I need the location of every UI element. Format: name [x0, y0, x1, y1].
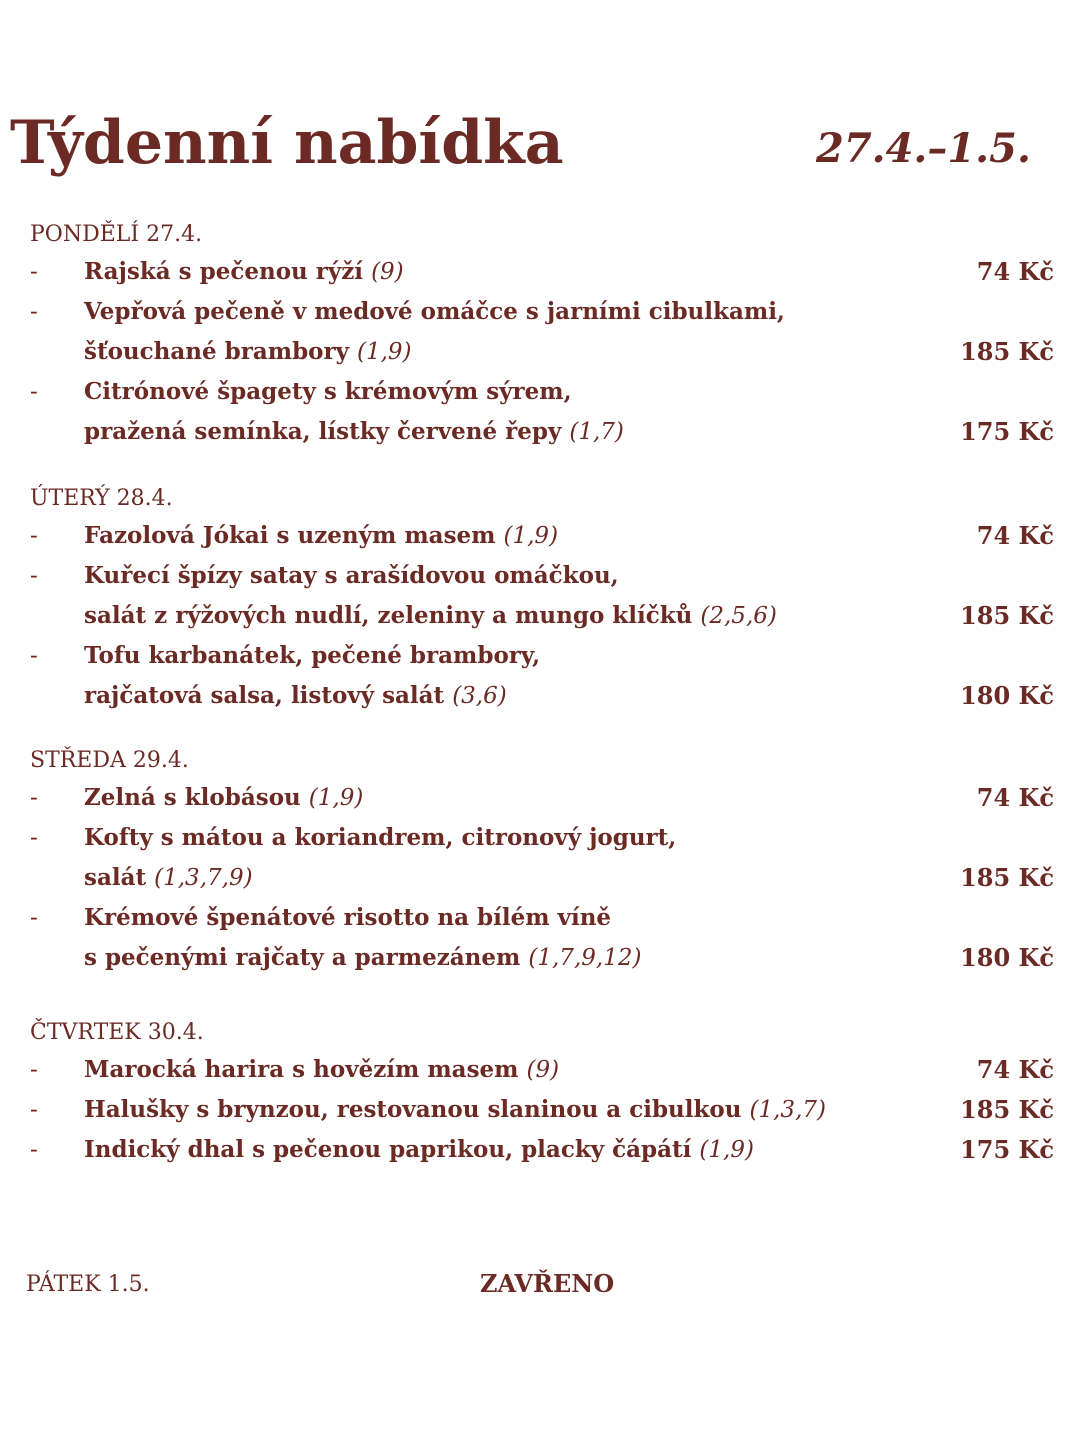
- item-price: 180 Kč: [960, 681, 1054, 710]
- item-name-line: [84, 858, 253, 898]
- menu-title: Týdenní nabídka: [10, 108, 564, 178]
- item-name-text: Fazolová Jókai s uzeným masem: [84, 522, 496, 549]
- item-name-line: [84, 556, 619, 596]
- item-name-line: [84, 818, 676, 858]
- menu-item: [0, 252, 1080, 292]
- item-name-text: Krémové špenátové risotto na bílém víně: [84, 904, 612, 931]
- item-allergens: (1,3,7,9): [154, 865, 253, 891]
- item-name-line: [84, 412, 624, 452]
- item-name-text: Rajská s pečenou rýží: [84, 258, 364, 285]
- menu-item: [0, 636, 1080, 716]
- item-name-text: Halušky s brynzou, restovanou slaninou a cibulkou: [84, 1096, 742, 1123]
- item-allergens: (3,6): [452, 683, 507, 709]
- item-bullet-dash: -: [30, 905, 38, 931]
- item-name-line: [84, 516, 558, 556]
- item-price: 74 Kč: [976, 521, 1054, 550]
- day-heading: PONDĚLÍ 27.4.: [30, 222, 203, 247]
- item-name-text: s pečenými rajčaty a parmezánem: [84, 944, 521, 971]
- day-heading: STŘEDA 29.4.: [30, 748, 189, 773]
- item-price: 185 Kč: [960, 601, 1054, 630]
- item-name-text: Marocká harira s hovězím masem: [84, 1056, 519, 1083]
- item-allergens: (9): [371, 259, 404, 285]
- day-heading: ÚTERÝ 28.4.: [30, 486, 173, 511]
- menu-item: [0, 292, 1080, 372]
- menu-item: [0, 516, 1080, 556]
- item-name-text: Citrónové špagety s krémovým sýrem,: [84, 378, 572, 405]
- item-bullet-dash: -: [30, 259, 38, 285]
- item-name-line: [84, 636, 540, 676]
- item-bullet-dash: -: [30, 1057, 38, 1083]
- closed-day-label: PÁTEK 1.5.: [26, 1272, 150, 1297]
- item-name-line: [84, 1130, 754, 1170]
- item-bullet-dash: -: [30, 825, 38, 851]
- item-allergens: (1,9): [357, 339, 412, 365]
- item-name-text: Vepřová pečeně v medové omáčce s jarními cibulkami,: [84, 298, 785, 325]
- item-allergens: (1,7,9,12): [528, 945, 642, 971]
- item-name-text: pražená semínka, lístky červené řepy: [84, 418, 562, 445]
- menu-item: [0, 372, 1080, 452]
- item-name-text: Indický dhal s pečenou paprikou, placky čápátí: [84, 1136, 692, 1163]
- closed-status: ZAVŘENO: [480, 1269, 615, 1298]
- item-price: 175 Kč: [960, 417, 1054, 446]
- item-price: 74 Kč: [976, 257, 1054, 286]
- item-name-line: [84, 778, 363, 818]
- item-price: 74 Kč: [976, 783, 1054, 812]
- menu-item: [0, 556, 1080, 636]
- item-bullet-dash: -: [30, 299, 38, 325]
- item-name-text: Tofu karbanátek, pečené brambory,: [84, 642, 541, 669]
- item-name-line: [84, 676, 507, 716]
- item-bullet-dash: -: [30, 785, 38, 811]
- menu-date-range: 27.4.–1.5.: [816, 125, 1031, 172]
- item-name-text: salát: [84, 864, 147, 891]
- item-name-text: šťouchané brambory: [84, 338, 349, 365]
- menu-item: [0, 1090, 1080, 1130]
- item-name-text: salát z rýžových nudlí, zeleniny a mungo klíčků: [84, 602, 693, 629]
- item-name-text: Kuřecí špízy satay s arašídovou omáčkou,: [84, 562, 619, 589]
- item-name-line: [84, 596, 777, 636]
- item-name-text: Zelná s klobásou: [84, 784, 301, 811]
- item-price: 185 Kč: [960, 337, 1054, 366]
- item-allergens: (1,9): [308, 785, 364, 811]
- day-heading: ČTVRTEK 30.4.: [30, 1020, 204, 1045]
- item-name-line: [84, 1050, 559, 1090]
- menu-item: [0, 1130, 1080, 1170]
- item-name-line: [84, 332, 412, 372]
- item-name-text: rajčatová salsa, listový salát: [84, 682, 445, 709]
- item-allergens: (1,9): [503, 523, 559, 549]
- item-price: 180 Kč: [960, 943, 1054, 972]
- menu-item: [0, 818, 1080, 898]
- item-name-line: [84, 898, 611, 938]
- item-name-text: Kofty s mátou a koriandrem, citronový jogurt,: [84, 824, 677, 851]
- item-allergens: (9): [526, 1057, 560, 1083]
- menu-item: [0, 1050, 1080, 1090]
- item-bullet-dash: -: [30, 563, 38, 589]
- item-price: 185 Kč: [960, 863, 1054, 892]
- item-name-line: [84, 938, 641, 978]
- item-bullet-dash: -: [30, 1097, 38, 1123]
- item-allergens: (1,7): [569, 419, 624, 445]
- item-price: 74 Kč: [976, 1055, 1054, 1084]
- item-allergens: (1,9): [699, 1137, 754, 1163]
- item-name-line: [84, 252, 404, 292]
- item-price: 175 Kč: [960, 1135, 1054, 1164]
- menu-item: [0, 778, 1080, 818]
- item-allergens: (1,3,7): [749, 1097, 826, 1123]
- item-bullet-dash: -: [30, 1137, 38, 1163]
- item-name-line: [84, 1090, 826, 1130]
- item-allergens: (2,5,6): [700, 603, 777, 629]
- item-bullet-dash: -: [30, 379, 38, 405]
- item-bullet-dash: -: [30, 643, 38, 669]
- item-price: 185 Kč: [960, 1095, 1054, 1124]
- menu-item: [0, 898, 1080, 978]
- item-bullet-dash: -: [30, 523, 38, 549]
- item-name-line: [84, 292, 785, 332]
- item-name-line: [84, 372, 572, 412]
